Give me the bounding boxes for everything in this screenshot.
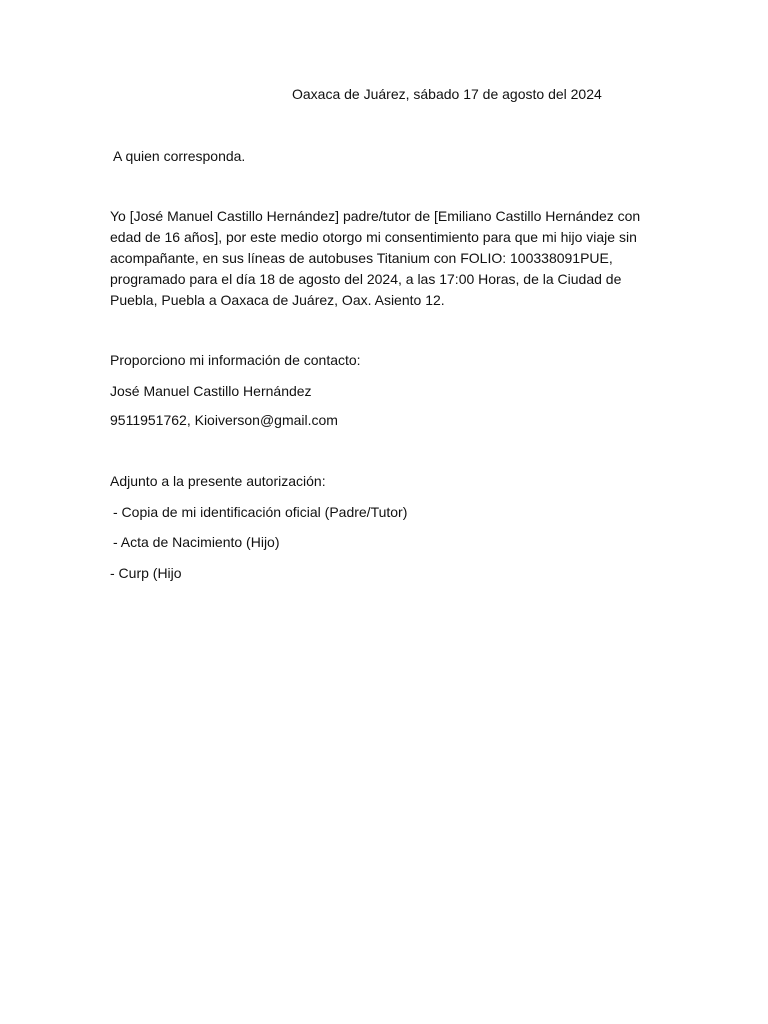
- attachment-item: - Curp (Hijo: [110, 565, 182, 581]
- letter-body-paragraph: Yo [José Manuel Castillo Hernández] padre/tutor de [Emiliano Castillo Hernández con edad de 16 años], por este medio otorgo mi consentimiento para que mi hijo viaje sin acompañante, en sus líneas de autobuses Titanium con FOLIO: 100338091PUE, programado para el día 18 de agosto del 2024, a las 17:00 Horas, de la Ciudad de Puebla, Puebla a Oaxaca de Juárez, Oax. Asiento 12.: [110, 208, 641, 308]
- letter-salutation: A quien corresponda.: [113, 148, 246, 164]
- attachments-intro: Adjunto a la presente autorización:: [110, 473, 326, 489]
- attachment-item: - Acta de Nacimiento (Hijo): [113, 534, 280, 550]
- attachment-item: - Copia de mi identificación oficial (Padre/Tutor): [113, 504, 408, 520]
- letter-date-line: Oaxaca de Juárez, sábado 17 de agosto del 2024: [292, 86, 602, 102]
- contact-details: 9511951762, Kioiverson@gmail.com: [110, 412, 338, 428]
- contact-intro: Proporciono mi información de contacto:: [110, 352, 361, 368]
- contact-name: José Manuel Castillo Hernández: [110, 383, 312, 399]
